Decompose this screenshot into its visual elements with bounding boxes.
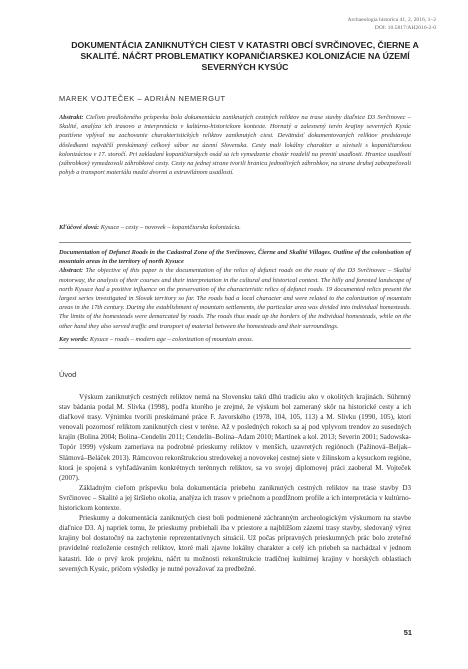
title-en: Documentation of Defunct Roads in the Cadastral Zone of the Svrčinovec, Čierne and Skalité Villages. Outline of the colonisation of mountain areas in the territory of north Kysuce <box>59 249 411 266</box>
paragraph: Základným cieľom príspevku bola dokumentácia priebehu zaniknutých cestných reliktov na trase stavby D3 Svrčinovec – Skalité a jej širšieho okolia, analýza ich trasov v priečnom a pozdĺžnom profile a ich interpretácia v kultúrno-historickom kontexte. <box>59 483 411 513</box>
abstract-en <box>59 248 411 331</box>
body-text <box>59 392 411 574</box>
abstract-en-text: The objective of this paper is the documentation of the relics of defunct roads on the route of the D3 Svrčinovec – Skalité motorway, the analysis of their courses and their interpretation in the cultural and historical context. The hilly and forested landscape of north Kysuce had a positive influence on the preservation of the characteristic relics of defunct roads. 19 documented relics present the largest series investigated in Slovak territory so far. The roads had a local character and were related to the colonization of mountain areas in the 17th century. During the establishment of mountain settlements, the particular area was divided into individual homesteads. The limits of the homesteads were demarcated by roads. The roads thus made up the borders of the individual homesteads, while on the other hand they also served traffic and transport of material between the homesteads and their surroundings. <box>59 267 411 330</box>
keywords-en-label: Key words: <box>59 336 89 343</box>
abstract-sk <box>59 113 411 177</box>
divider-bottom <box>59 348 411 349</box>
journal-header: Archaeologia historica 41, 2, 2016, 1–2 <box>347 17 436 23</box>
article-title: DOKUMENTÁCIA ZANIKNUTÝCH CIEST V KATASTRI OBCÍ SVRČINOVEC, ČIERNE A SKALITÉ. NÁČRT PROBLEMATIKY KOPANIČIARSKEJ KOLONIZÁCIE NA ÚZEMÍ SEVERNÝCH KYSÚC <box>71 40 419 72</box>
keywords-en-text: Kysuce – roads – modern age – colonization of mountain areas. <box>89 336 254 343</box>
section-heading: Úvod <box>59 370 77 379</box>
doi-header: DOI: 10.5817/AH2016-2-0 <box>374 25 436 31</box>
keywords-sk <box>59 223 411 232</box>
page-number: 51 <box>403 628 412 637</box>
keywords-sk-label: Kľúčové slová: <box>59 224 100 231</box>
abstract-sk-text: Cieľom predloženého príspevku bola dokumentácia zaniknutých cestných reliktov na trase stavby diaľnice D3 Svrčinovec – Skalité, analýza ich trasovo a interpretácia v kultúrno-historickom kontexte. Hornatý a zalesnený terén krajiny severných Kysúc pozitívne vplýval na zachovanie charakteristických reliktov zaniknutých ciest. Devätnásť dokumentovaných reliktov predstavuje dôsledkami najväčší preskúmaný celkový súbor na území Slovenska. Cesty mali lokálny charakter a súviseli s kopaničiarskou kolonizáciou v 17. storočí. Pri zakladaní kopaničiarskych osád sa ich vymedzenie chotár rozdelil na prenití usadlosti. Hranice usadlostí (záhrobkov) vymedzovali záhrobkové cesty. Cesty na jednej strane tvorili hranicu jednotlivých záhrobkov, na strane druhej zabezpečovali pohyb a transport materiálu medzi dvormi a extravilánom usadlostí. <box>59 114 411 177</box>
abstract-sk-label: Abstrakt: <box>59 114 84 121</box>
paragraph: Výskum zaniknutých cestných reliktov nemá na Slovensku takú dlhú tradíciu ako v okolitých krajinách. Súhrnný stav bádania podal M. Slivka (1998), podľa ktorého je zrejmé, že výskum bol zameraný skôr na historické cesty a ich diaľkové trasy. Výnimku tvorili preskúmané práce F. Javorského (1978, 104, 105, 113) a M. Slivku (1990, 105), ktorí venovali pozornosť reliktom zaniknutých ciest v teréne. Až v posledných rokoch sa aj pod vplyvom trendov zo susedných krajín (Bolina 2004; Bolina–Cendelín 2011; Cendelín–Bolina–Adam 2010; Martínek a kol. 2013; Severin 2001; Sadowska-Topór 1999) výskum zameriava na podrobné prieskumy reliktov v menších, uzavretých regiónoch (Pažinová–Beljak–Slámová–Beláček 2013). Rámcovou rekonštrukciou stredovekej a novovekej cestnej siete v žilinskom a kysuckom regióne, ktorá je spojená s vyhľadávaním konkrétnych terénnych reliktov, sa vo svojej diplomovej práci zaoberal M. Vojteček (2007). <box>59 393 411 482</box>
divider-top <box>59 242 411 243</box>
abstract-en-label: Abstract: <box>59 267 84 275</box>
keywords-en <box>59 335 411 344</box>
authors: MAREK VOJTEČEK – ADRIÁN NEMERGUT <box>59 94 226 103</box>
keywords-sk-text: Kysuce – cesty – novovek – kopaničiarska kolonizácia. <box>100 224 241 231</box>
paragraph: Prieskumy a dokumentácia zaniknutých ciest boli podmienené záchranným archeologickým výskumom na stavbe diaľnice D3. Aj napriek tomu, že prieskumy prebiehali iba v priestore a najbližšom zázemí trasy stavby, sledovaný výrez krajiny bol dostatočný na zachytenie reprezentatívnych situácií. Už počas prípravných prieskumných prác bolo zreteľné pravidelné rozloženie cestných reliktov, ktoré mali zjavne lokálny charakter a celý ich priebeh sa nachádzal v jednom katastri. Ide o prvý krok projektu, náčrt tu možnosti rekonštrukcie tradičnej kultúrnej krajiny v horských oblastiach severných Kysúc, pričom výsledky je nutné považovať za predbežné. <box>59 514 411 573</box>
